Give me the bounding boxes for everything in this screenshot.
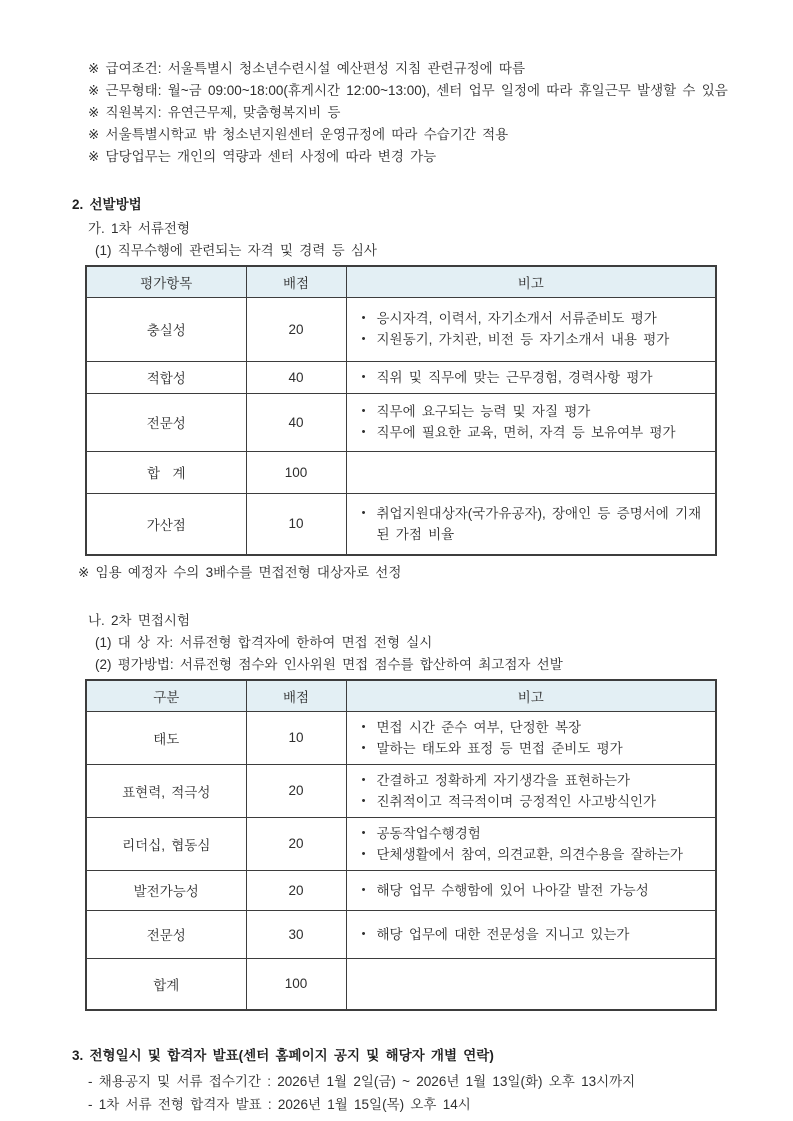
points-cell: 40 xyxy=(246,361,346,393)
note-line: ※ 담당업무는 개인의 역량과 센터 사정에 따라 변경 가능 xyxy=(88,149,437,164)
table-row xyxy=(86,958,716,1010)
remark-bullet-line xyxy=(351,791,710,812)
column-header: 배점 xyxy=(246,680,346,711)
bullet-icon: • xyxy=(361,370,366,383)
eval-item-cell: 합계 xyxy=(86,958,246,1010)
remarks-cell xyxy=(346,451,716,493)
eval-item-cell: 가산점 xyxy=(86,493,246,555)
table-row xyxy=(86,711,716,764)
table xyxy=(85,679,717,1011)
bullet-icon: • xyxy=(361,312,366,324)
bullet-icon: • xyxy=(361,405,366,417)
bullet-text: 직무에 필요한 교육, 면허, 자격 등 보유여부 평가 xyxy=(376,425,676,440)
note-line: ※ 직원복지: 유연근무제, 맞춤형복지비 등 xyxy=(88,105,341,120)
eval-item-cell: 태도 xyxy=(86,711,246,764)
points-cell: 20 xyxy=(246,764,346,817)
points-cell: 100 xyxy=(246,451,346,493)
note-line: ※ 서울특별시학교 밖 청소년지원센터 운영규정에 따라 수습기간 적용 xyxy=(88,127,509,142)
column-header: 평가항목 xyxy=(86,266,246,297)
note-line: ※ 급여조건: 서울특별시 청소년수련시설 예산편성 지침 관련규정에 따름 xyxy=(88,61,526,76)
remark-bullet-line xyxy=(351,422,710,443)
table-row xyxy=(86,817,716,870)
table xyxy=(85,265,717,556)
bullet-text: 취업지원대상자(국가유공자), 장애인 등 증명서에 기재된 가점 비율 xyxy=(376,505,702,542)
remark-bullet-line xyxy=(351,308,710,329)
points-cell: 10 xyxy=(246,711,346,764)
bullet-icon: • xyxy=(361,883,366,896)
bullet-text: 단체생활에서 참여, 의견교환, 의견수용을 잘하는가 xyxy=(376,846,683,862)
points-cell: 30 xyxy=(246,910,346,958)
remark-bullet-line xyxy=(351,329,710,350)
bullet-text: 응시자격, 이력서, 자기소개서 서류준비도 평가 xyxy=(376,311,657,326)
remark-bullet-line xyxy=(351,844,710,865)
eval-item-cell: 표현력, 적극성 xyxy=(86,764,246,817)
points-cell: 20 xyxy=(246,870,346,910)
note-line: ※ 근무형태: 월~금 09:00~18:00(휴게시간 12:00~13:00), 센터 업무 일정에 따라 휴일근무 발생할 수 있음 xyxy=(88,83,728,98)
section-2-heading: 2. 선발방법 xyxy=(72,197,142,212)
bullet-text: 직위 및 직무에 맞는 근무경험, 경력사항 평가 xyxy=(376,369,653,385)
bullet-text: 면접 시간 준수 여부, 단정한 복장 xyxy=(376,719,582,735)
bullet-text: 간결하고 정확하게 자기생각을 표현하는가 xyxy=(376,772,630,788)
subsection-b-item-2: (2) 평가방법: 서류전형 점수와 인사위원 면접 점수를 합산하여 최고점자 선발 xyxy=(95,657,563,672)
bullet-text: 말하는 태도와 표정 등 면접 준비도 평가 xyxy=(376,740,623,756)
remark-bullet-line xyxy=(351,503,710,545)
section-3-heading: 3. 전형일시 및 합격자 발표(센터 홈페이지 공지 및 해당자 개별 연락) xyxy=(72,1048,494,1063)
schedule-line: - 채용공지 및 서류 접수기간 : 2026년 1월 2일(금) ~ 2026년 1월 13일(화) 오후 13시까지 xyxy=(88,1074,636,1089)
table-row xyxy=(86,870,716,910)
remarks-cell xyxy=(346,711,716,764)
remark-bullet-line xyxy=(351,717,710,738)
column-header: 비고 xyxy=(346,680,716,711)
subsection-a-item-1: (1) 직무수행에 관련되는 자격 및 경력 등 심사 xyxy=(95,243,377,258)
bullet-icon: • xyxy=(361,773,366,786)
bullet-icon: • xyxy=(361,333,366,345)
bullet-text: 진취적이고 적극적이며 긍정적인 사고방식인가 xyxy=(376,793,657,809)
remark-bullet-line xyxy=(351,823,710,844)
remarks-cell xyxy=(346,493,716,555)
bullet-text: 공동작업수행경험 xyxy=(376,825,481,841)
table-row xyxy=(86,393,716,451)
remarks-cell xyxy=(346,817,716,870)
document-screening-table xyxy=(85,265,715,556)
remark-bullet-line xyxy=(351,770,710,791)
remarks-cell xyxy=(346,764,716,817)
subsection-b-title: 나. 2차 면접시험 xyxy=(88,613,191,628)
bullet-icon: • xyxy=(361,506,366,519)
table-header-row xyxy=(86,266,716,297)
remarks-cell xyxy=(346,297,716,361)
remark-bullet-line xyxy=(351,401,710,422)
remark-bullet-line xyxy=(351,880,710,901)
eval-item-cell: 발전가능성 xyxy=(86,870,246,910)
points-cell: 20 xyxy=(246,817,346,870)
bullet-text: 지원동기, 가치관, 비전 등 자기소개서 내용 평가 xyxy=(376,332,670,347)
bullet-text: 해당 업무 수행함에 있어 나아갈 발전 가능성 xyxy=(376,882,649,898)
eval-item-cell: 전문성 xyxy=(86,910,246,958)
eval-item-cell: 적합성 xyxy=(86,361,246,393)
bullet-icon: • xyxy=(361,927,366,940)
eval-item-cell: 합 계 xyxy=(86,451,246,493)
bullet-icon: • xyxy=(361,794,366,807)
points-cell: 100 xyxy=(246,958,346,1010)
table-row xyxy=(86,451,716,493)
points-cell: 10 xyxy=(246,493,346,555)
bullet-icon: • xyxy=(361,826,366,839)
eval-item-cell: 충실성 xyxy=(86,297,246,361)
remarks-cell xyxy=(346,361,716,393)
eval-item-cell: 전문성 xyxy=(86,393,246,451)
schedule-line: - 1차 서류 전형 합격자 발표 : 2026년 1월 15일(목) 오후 14시 xyxy=(88,1097,471,1112)
screening-table-note: ※ 임용 예정자 수의 3배수를 면접전형 대상자로 선정 xyxy=(78,565,402,580)
subsection-a-title: 가. 1차 서류전형 xyxy=(88,221,191,236)
eval-item-cell: 리더십, 협동심 xyxy=(86,817,246,870)
remark-bullet-line xyxy=(351,738,710,759)
table-row xyxy=(86,297,716,361)
column-header: 배점 xyxy=(246,266,346,297)
interview-evaluation-table xyxy=(85,679,715,1011)
bullet-icon: • xyxy=(361,741,366,754)
remark-bullet-line xyxy=(351,924,710,945)
table-header-row xyxy=(86,680,716,711)
remark-bullet-line xyxy=(351,367,710,388)
points-cell: 20 xyxy=(246,297,346,361)
remarks-cell xyxy=(346,870,716,910)
remarks-cell xyxy=(346,958,716,1010)
general-notes-list xyxy=(88,58,793,168)
table-row xyxy=(86,493,716,555)
table-row xyxy=(86,361,716,393)
bullet-icon: • xyxy=(361,426,366,438)
table-row xyxy=(86,910,716,958)
bullet-icon: • xyxy=(361,720,366,733)
bullet-text: 직무에 요구되는 능력 및 자질 평가 xyxy=(376,404,591,419)
remarks-cell xyxy=(346,393,716,451)
points-cell: 40 xyxy=(246,393,346,451)
subsection-b-item-1: (1) 대 상 자: 서류전형 합격자에 한하여 면접 전형 실시 xyxy=(95,635,433,650)
column-header: 비고 xyxy=(346,266,716,297)
schedule-list xyxy=(88,1070,793,1116)
table-row xyxy=(86,764,716,817)
column-header: 구분 xyxy=(86,680,246,711)
remarks-cell xyxy=(346,910,716,958)
bullet-icon: • xyxy=(361,847,366,860)
bullet-text: 해당 업무에 대한 전문성을 지니고 있는가 xyxy=(376,926,630,942)
